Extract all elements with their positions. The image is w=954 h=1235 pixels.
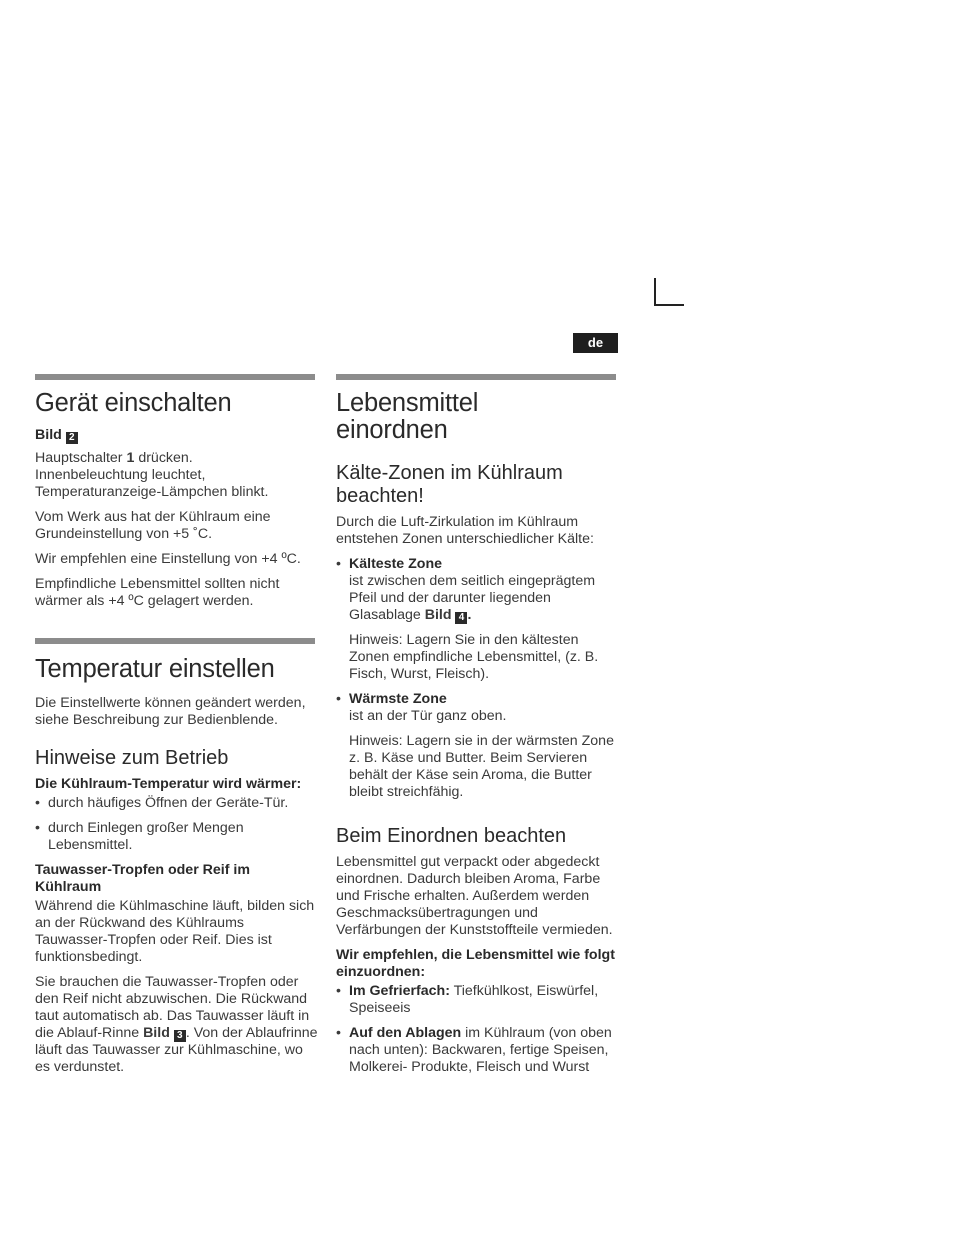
- subsection-title-hinweise: Hinweise zum Betrieb: [35, 747, 229, 769]
- list-item: • durch häufiges Öffnen der Geräte-Tür.: [35, 795, 318, 812]
- paragraph: Empfindliche Lebensmittel sollten nicht wärmer als +4 ºC gelagert werden.: [35, 576, 280, 609]
- section-rule: [35, 374, 315, 380]
- figure-number-badge: 2: [66, 432, 78, 444]
- figure-reference: [35, 427, 318, 444]
- list-item: [336, 691, 618, 801]
- text: .: [467, 607, 472, 623]
- text: Sie brauchen die Tauwasser-Tropfen oder den Reif nicht abzuwischen. Die Rückwand taut automatisch ab. Das Tauwasser läuft in die Ablauf-Rinne: [35, 974, 310, 1041]
- note: Hinweis: Lagern sie in der wärmsten Zone z. B. Käse und Butter. Beim Servieren behält der Käse sein Aroma, die Butter bleibt streichfähig.: [349, 733, 614, 800]
- item-title: Im Gefrierfach:: [349, 983, 450, 999]
- subsection-title-kaelte-zonen: Kälte-Zonen im Kühlraum beachten!: [336, 462, 563, 507]
- text: Temperaturanzeige-Lämpchen blinkt.: [35, 484, 269, 500]
- paragraph: Während die Kühlmaschine läuft, bilden sich an der Rückwand des Kühlraums Tauwasser-Tropfen oder Reif. Dies ist funktionsbedingt.: [35, 898, 315, 965]
- paragraph: Wir empfehlen eine Einstellung von +4 ºC.: [35, 551, 301, 567]
- note: Hinweis: Lagern Sie in den kältesten Zonen empfindliche Lebensmittel, (z. B. Fisch, Wurst, Fleisch).: [349, 632, 599, 682]
- paragraph: Vom Werk aus hat der Kühlraum eine Grundeinstellung von +5 ˚C.: [35, 509, 271, 542]
- list-item: [336, 556, 618, 683]
- bold-lead: Wir empfehlen, die Lebensmittel wie folgt einzuordnen:: [336, 947, 615, 980]
- bold-lead: Tauwasser-Tropfen oder Reif im Kühlraum: [35, 862, 250, 895]
- text: drücken.: [134, 450, 193, 466]
- subsection-title-beim-einordnen: Beim Einordnen beachten: [336, 825, 567, 847]
- list-item: [336, 1025, 618, 1076]
- crop-mark-vertical: [654, 278, 656, 306]
- paragraph: [35, 974, 318, 1076]
- paragraph: Lebensmittel gut verpackt oder abgedeckt einordnen. Dadurch bleiben Aroma, Farbe und Frische erhalten. Außerdem werden Geschmacksübertragungen und Verfärbungen der Kunststoffteile vermieden.: [336, 854, 613, 938]
- bullet-list: [336, 556, 618, 801]
- section-title-temperatur-einstellen: Temperatur einstellen: [35, 655, 275, 683]
- text: . Von der Ablaufrinne läuft das Tauwasser zur Kühlmaschine, wo es verdunstet.: [35, 1025, 318, 1075]
- section-title-geraet-einschalten: Gerät einschalten: [35, 389, 232, 417]
- section-title-lebensmittel-einordnen: Lebensmittel einordnen: [336, 389, 479, 444]
- crop-mark-horizontal: [654, 304, 684, 306]
- text: im Kühlraum (von oben nach unten): Backwaren, fertige Speisen, Molkerei- Produkte, Fleisch und Wurst: [349, 1025, 612, 1075]
- text: ist zwischen dem seitlich eingeprägtem Pfeil und der darunter liegenden Glasablage: [349, 573, 596, 623]
- item-title: Auf den Ablagen: [349, 1025, 462, 1041]
- item-title: Kälteste Zone: [349, 556, 443, 572]
- bullet-list: [35, 795, 318, 854]
- section-rule: [35, 638, 315, 644]
- text: Hauptschalter: [35, 450, 127, 466]
- bild-label: Bild: [424, 607, 452, 623]
- language-badge: de: [573, 333, 618, 353]
- left-column: [35, 374, 318, 1084]
- item-title: Wärmste Zone: [349, 691, 447, 707]
- text: Innenbeleuchtung leuchtet,: [35, 467, 206, 483]
- switch-number: 1: [126, 450, 135, 466]
- bullet-list: [336, 983, 618, 1076]
- bild-label: Bild: [35, 427, 62, 443]
- list-item: • durch Einlegen großer Mengen Lebensmittel.: [35, 820, 318, 854]
- text: Tiefkühlkost, Eiswürfel, Speiseeis: [349, 983, 599, 1016]
- paragraph: [35, 450, 318, 501]
- bold-lead: Die Kühlraum-Temperatur wird wärmer:: [35, 776, 302, 792]
- section-rule: [336, 374, 616, 380]
- text: ist an der Tür ganz oben.: [349, 708, 507, 724]
- paragraph: Die Einstellwerte können geändert werden, siehe Beschreibung zur Bedienblende.: [35, 695, 306, 728]
- list-item: [336, 983, 618, 1017]
- right-column: [336, 374, 618, 1084]
- figure-number-badge: 3: [174, 1030, 186, 1042]
- paragraph: Durch die Luft-Zirkulation im Kühlraum entstehen Zonen unterschiedlicher Kälte:: [336, 514, 594, 547]
- bild-label: Bild: [143, 1025, 170, 1041]
- figure-number-badge: 4: [455, 612, 467, 624]
